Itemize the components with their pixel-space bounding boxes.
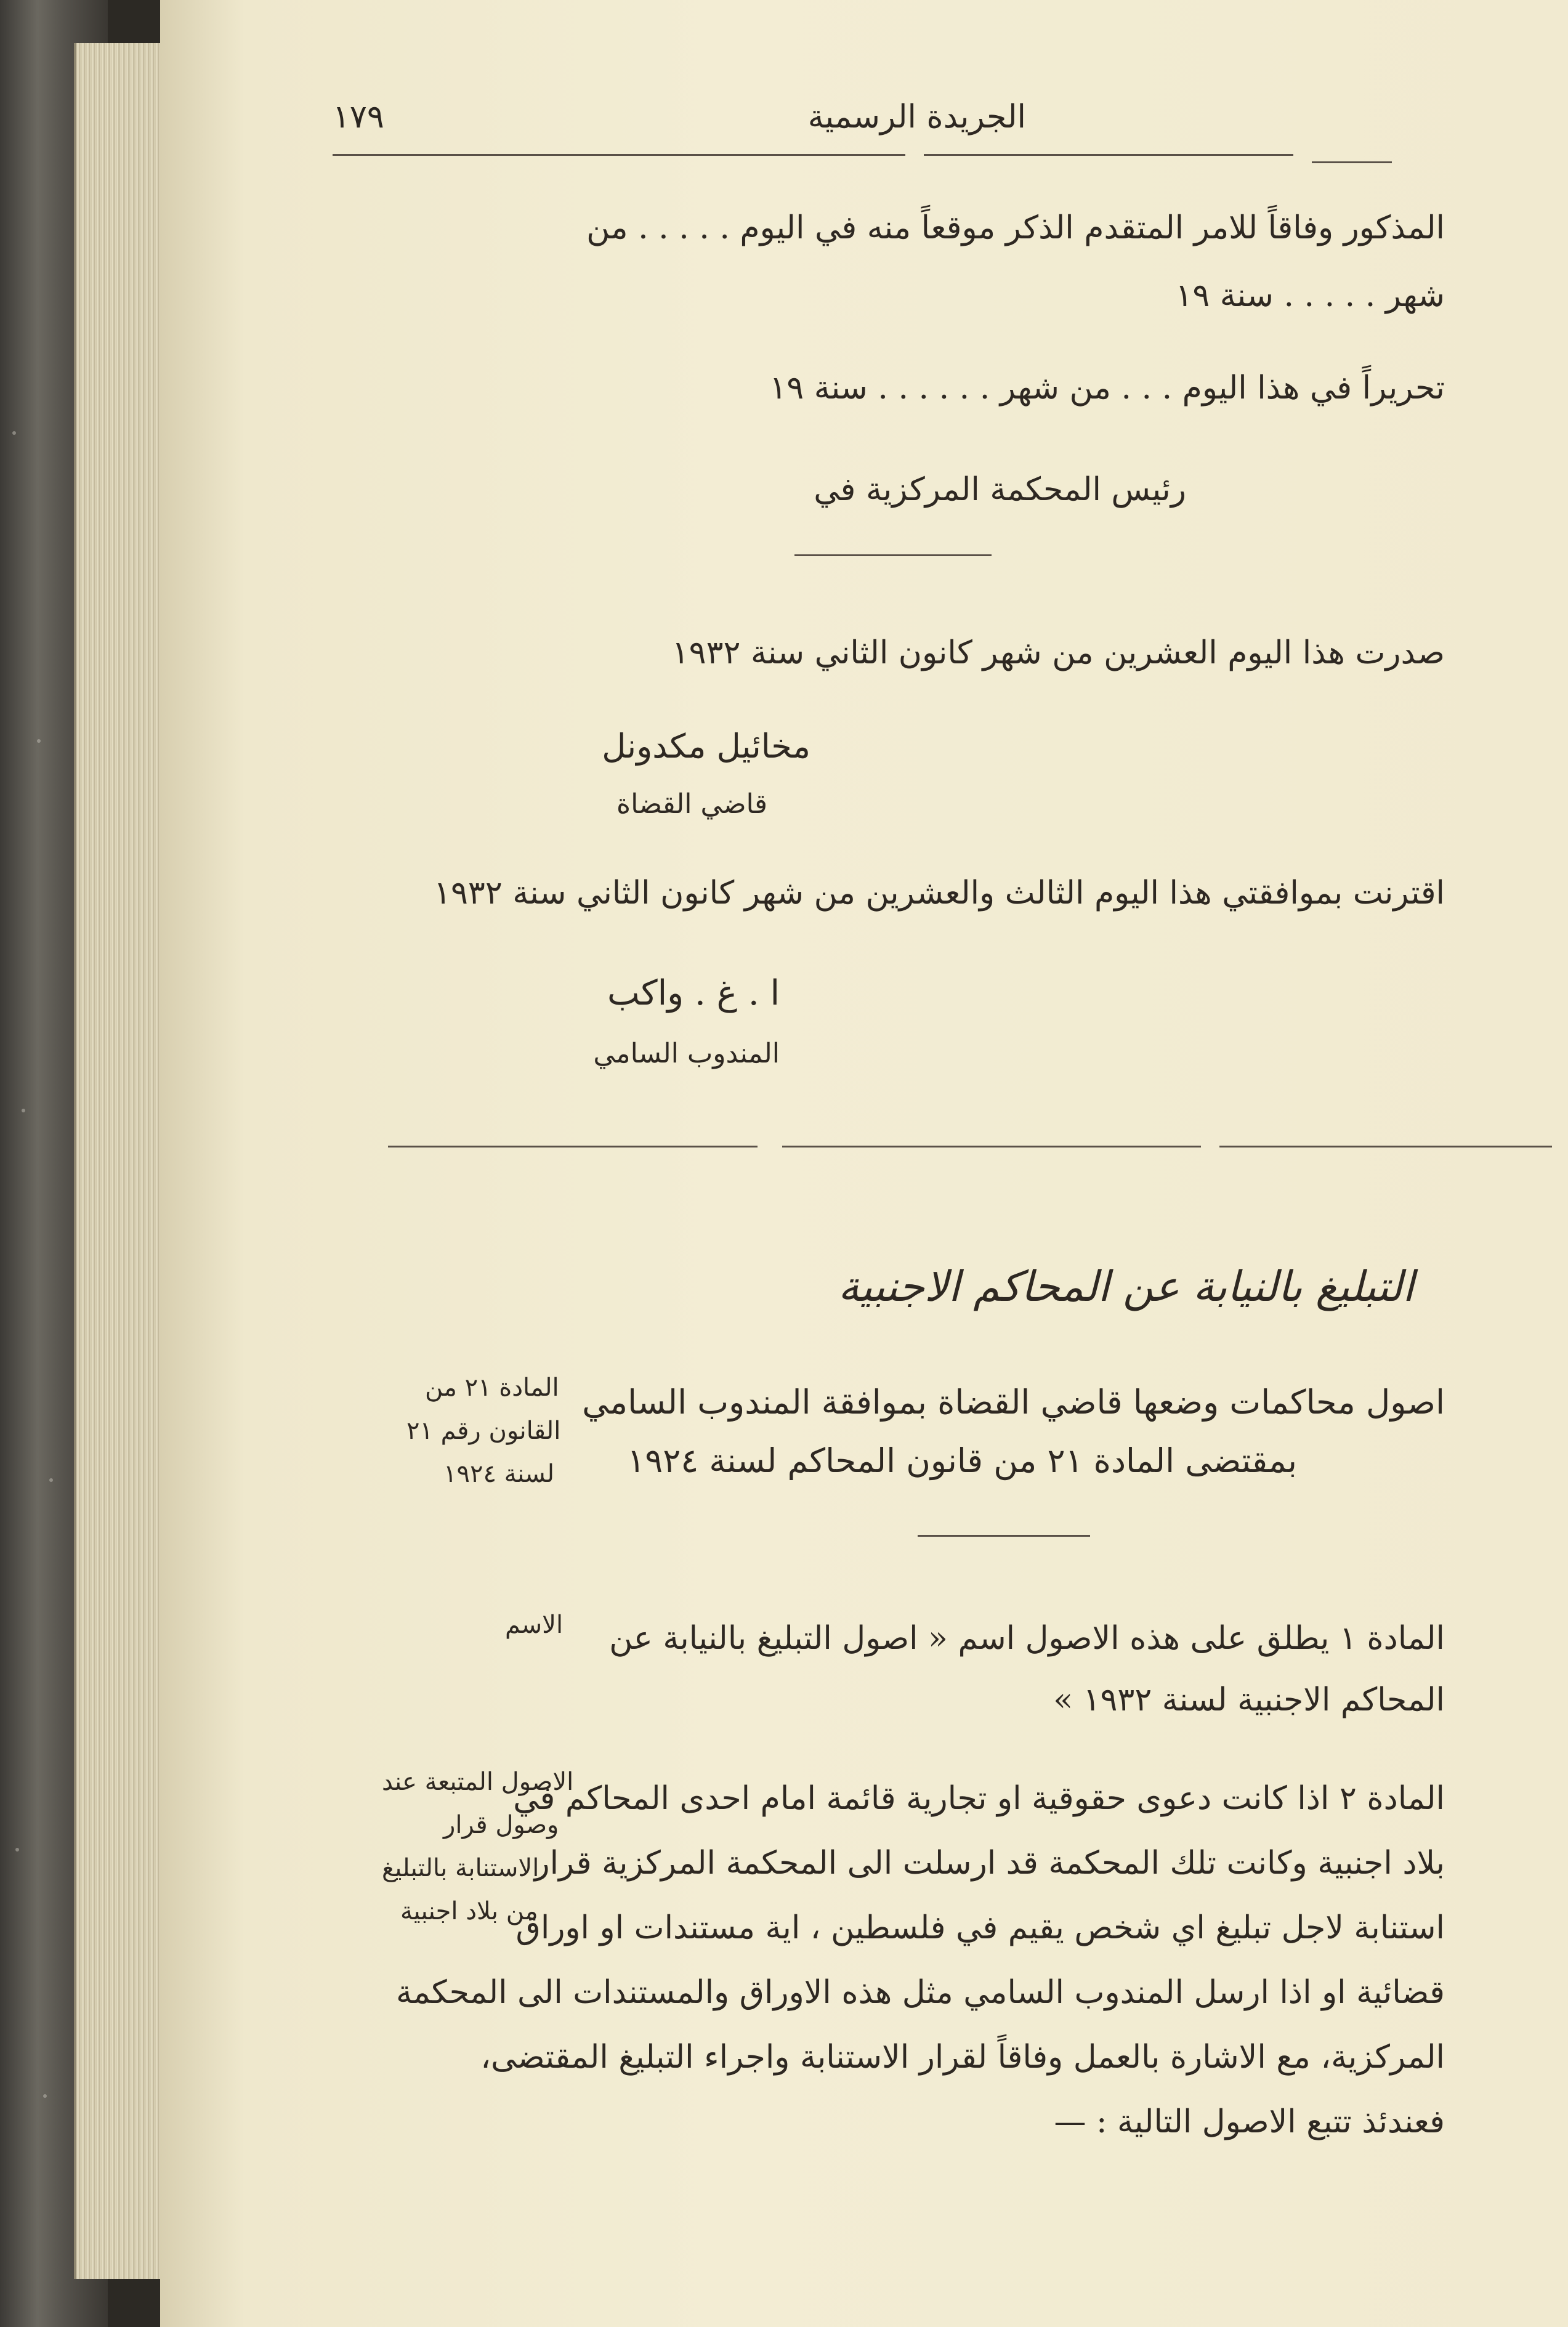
margin-note-law-1: المادة ٢١ من xyxy=(425,1374,559,1402)
section-subtitle-2: بمقتضى المادة ٢١ من قانون المحاكم لسنة ١٩٢٤ xyxy=(627,1441,1297,1480)
article-1-line-1: المادة ١ يطلق على هذه الاصول اسم « اصول التبليغ بالنيابة عن xyxy=(609,1620,1445,1657)
form-signatory: رئيس المحكمة المركزية في xyxy=(814,471,1186,508)
article-2-line-3: استنابة لاجل تبليغ اي شخص يقيم في فلسطين ، اية مستندات او اوراق xyxy=(515,1909,1445,1946)
section-rule-left xyxy=(388,1146,758,1147)
article-1-margin-note: الاسم xyxy=(505,1611,564,1639)
section-subtitle-1: اصول محاكمات وضعها قاضي القضاة بموافقة المندوب السامي xyxy=(582,1383,1445,1422)
article-1-line-2: المحاكم الاجنبية لسنة ١٩٣٢ » xyxy=(1053,1682,1445,1718)
section-rule-center xyxy=(782,1146,1201,1147)
short-divider xyxy=(794,554,992,556)
judge-title: قاضي القضاة xyxy=(616,788,767,820)
article-2-margin-note-1: الاصول المتبعة عند xyxy=(382,1768,574,1796)
article-2-margin-note-2: وصول قرار xyxy=(443,1811,559,1839)
article-2-line-2: بلاد اجنبية وكانت تلك المحكمة قد ارسلت الى المحكمة المركزية قرار xyxy=(534,1845,1445,1882)
journal-title: الجريدة الرسمية xyxy=(807,99,1026,136)
page-number: ١٧٩ xyxy=(333,99,384,136)
commissioner-title: المندوب السامي xyxy=(593,1038,780,1069)
issued-line: صدرت هذا اليوم العشرين من شهر كانون الثاني سنة ١٩٣٢ xyxy=(671,634,1445,671)
margin-note-law-3: لسنة ١٩٢٤ xyxy=(443,1460,555,1488)
article-2-line-6: فعندئذ تتبع الاصول التالية : — xyxy=(1054,2103,1445,2140)
article-2-line-4: قضائية او اذا ارسل المندوب السامي مثل هذه الاوراق والمستندات الى المحكمة xyxy=(395,1974,1445,2011)
form-line-3: تحريراً في هذا اليوم . . . من شهر . . . . . . سنة ١٩ xyxy=(769,370,1445,407)
header-rule-right xyxy=(1312,161,1392,163)
section-title: التبليغ بالنيابة عن المحاكم الاجنبية xyxy=(838,1263,1414,1311)
judge-name: مخائيل مكدونل xyxy=(602,727,810,766)
margin-note-law-2: القانون رقم ٢١ xyxy=(406,1417,561,1445)
commissioner-name: ا . غ . واكب xyxy=(607,973,780,1013)
article-2-margin-note-4: من بلاد اجنبية xyxy=(400,1897,538,1925)
form-line-1: المذكور وفاقاً للامر المتقدم الذكر موقعاً منه في اليوم . . . . . من xyxy=(586,209,1445,246)
article-2-line-5: المركزية، مع الاشارة بالعمل وفاقاً لقرار الاستنابة واجراء التبليغ المقتضى، xyxy=(480,2039,1445,2076)
header-rule-left xyxy=(333,154,905,156)
article-2-margin-note-3: الاستنابة بالتبليغ xyxy=(382,1854,540,1882)
approval-line: اقترنت بموافقتي هذا اليوم الثالث والعشرين من شهر كانون الثاني سنة ١٩٣٢ xyxy=(434,875,1445,912)
header-rule-center xyxy=(924,154,1293,156)
article-2-line-1: المادة ٢ اذا كانت دعوى حقوقية او تجارية قائمة امام احدى المحاكم في xyxy=(513,1780,1445,1817)
gazette-page xyxy=(160,0,1568,2327)
subtitle-divider xyxy=(918,1535,1090,1537)
section-rule-right xyxy=(1219,1146,1552,1147)
form-line-2: شهر . . . . . سنة ١٩ xyxy=(1175,277,1445,314)
